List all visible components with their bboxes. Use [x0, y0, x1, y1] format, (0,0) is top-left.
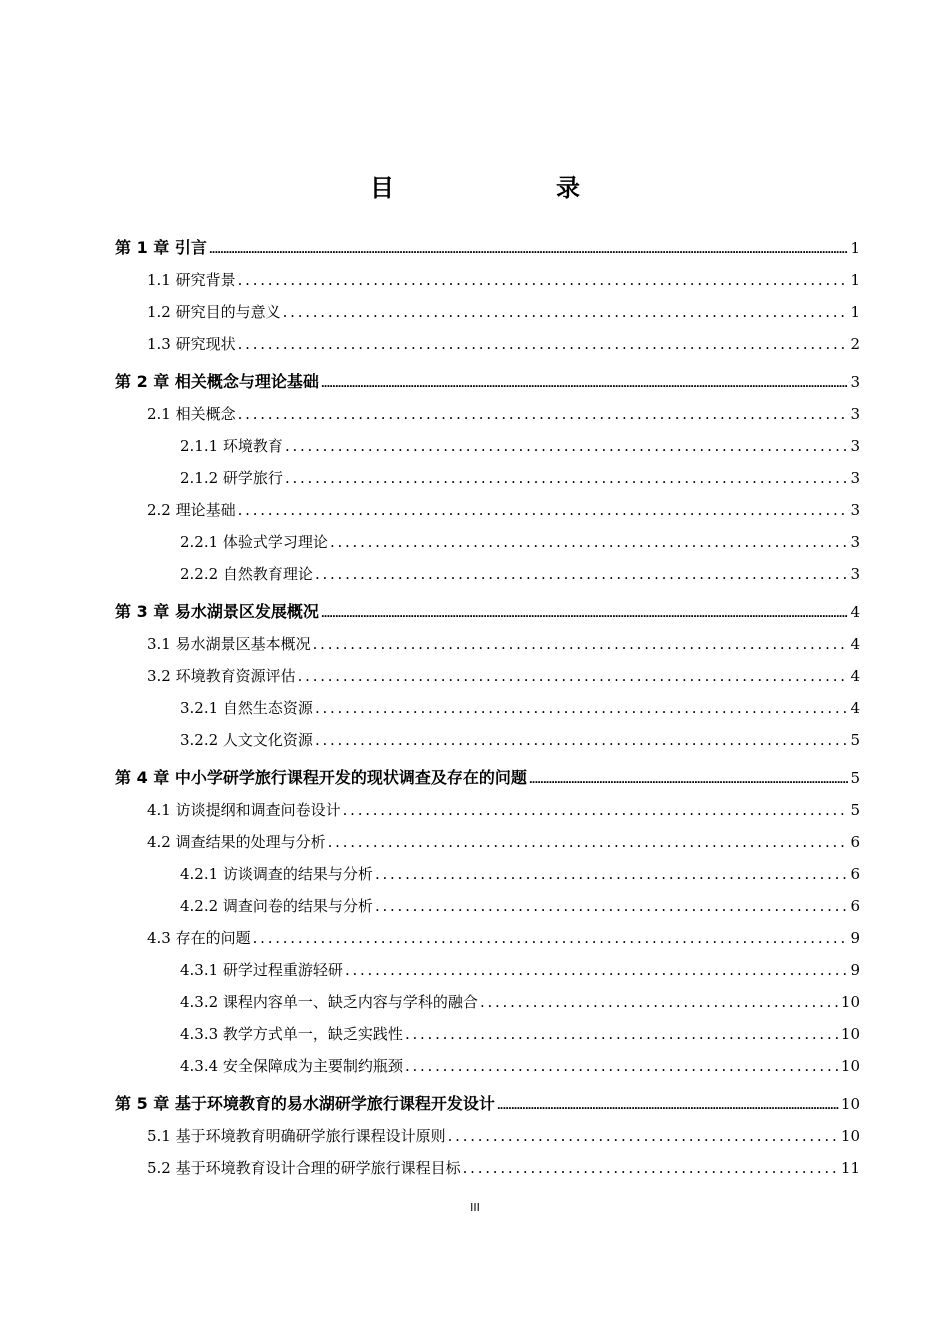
toc-entry-subsection[interactable]: [115, 692, 860, 724]
toc-entry-section[interactable]: [115, 794, 860, 826]
toc-entry-label: 第 2 章 相关概念与理论基础: [115, 372, 319, 391]
toc-entry-label: 2.2.1 体验式学习理论: [180, 533, 328, 551]
toc-entry-label: 4.2.1 访谈调查的结果与分析: [180, 865, 373, 883]
toc-entry-label: 3.2.2 人文文化资源: [180, 731, 313, 749]
toc-entry-page-number: 6: [850, 897, 860, 915]
toc-dot-leader: [448, 1120, 839, 1152]
toc-entry-label: 5.2 基于环境教育设计合理的研学旅行课程目标: [147, 1159, 461, 1177]
toc-dot-leader: [497, 1091, 839, 1120]
toc-entry-page-number: 10: [840, 1057, 860, 1075]
toc-entry-page-number: 3: [850, 405, 860, 423]
toc-entry-page-number: 6: [850, 865, 860, 883]
toc-entry-page-number: 10: [840, 1127, 860, 1145]
toc-entry-page-number: 11: [840, 1159, 860, 1177]
toc-dot-leader: [330, 526, 849, 558]
toc-entry-label: 4.2.2 调查问卷的结果与分析: [180, 897, 373, 915]
toc-entry-section[interactable]: [115, 264, 860, 296]
toc-entry-label: 第 4 章 中小学研学旅行课程开发的现状调查及存在的问题: [115, 768, 527, 787]
toc-entry-label: 2.1 相关概念: [147, 405, 236, 423]
toc-entry-subsection[interactable]: [115, 954, 860, 986]
toc-entry-page-number: 9: [850, 961, 860, 979]
toc-entry-section[interactable]: [115, 922, 860, 954]
toc-entry-section[interactable]: [115, 296, 860, 328]
toc-dot-leader: [298, 660, 849, 692]
toc-entry-label: 2.1.1 环境教育: [180, 437, 283, 455]
toc-entry-label: 4.3.4 安全保障成为主要制约瓶颈: [180, 1057, 403, 1075]
toc-entry-page-number: 4: [850, 699, 860, 717]
toc-dot-leader: [238, 328, 849, 360]
toc-dot-leader: [345, 954, 849, 986]
toc-entry-chapter[interactable]: [115, 1088, 860, 1120]
toc-entry-page-number: 5: [850, 731, 860, 749]
toc-dot-leader: [328, 826, 849, 858]
toc-entry-section[interactable]: [115, 494, 860, 526]
toc-dot-leader: [285, 430, 849, 462]
toc-entry-page-number: 3: [850, 501, 860, 519]
toc-entry-label: 4.3.2 课程内容单一、缺乏内容与学科的融合: [180, 993, 478, 1011]
toc-entry-chapter[interactable]: [115, 762, 860, 794]
toc-entry-page-number: 4: [850, 667, 860, 685]
toc-dot-leader: [315, 558, 849, 590]
toc-dot-leader: [238, 398, 849, 430]
toc-dot-leader: [313, 628, 849, 660]
toc-entry-page-number: 1: [850, 303, 860, 321]
toc-entry-page-number: 3: [850, 469, 860, 487]
toc-entry-label: 4.1 访谈提纲和调查问卷设计: [147, 801, 341, 819]
toc-entry-page-number: 4: [850, 603, 860, 621]
toc-entry-page-number: 10: [840, 1095, 860, 1113]
page-title: 目 录: [370, 174, 618, 202]
toc-entry-page-number: 3: [850, 533, 860, 551]
toc-entry-section[interactable]: [115, 1120, 860, 1152]
toc-entry-label: 4.3.3 教学方式单一，缺乏实践性: [180, 1025, 403, 1043]
toc-entry-subsection[interactable]: [115, 986, 860, 1018]
toc-entry-label: 4.2 调查结果的处理与分析: [147, 833, 326, 851]
toc-entry-label: 2.2 理论基础: [147, 501, 236, 519]
toc-entry-page-number: 10: [840, 1025, 860, 1043]
toc-entry-section[interactable]: [115, 328, 860, 360]
toc-entry-page-number: 9: [850, 929, 860, 947]
toc-entry-subsection[interactable]: [115, 858, 860, 890]
page-number: III: [470, 1201, 480, 1214]
toc-entry-label: 3.2.1 自然生态资源: [180, 699, 313, 717]
toc-dot-leader: [283, 296, 849, 328]
toc-entry-chapter[interactable]: [115, 232, 860, 264]
toc-entry-page-number: 5: [850, 801, 860, 819]
toc-dot-leader: [343, 794, 849, 826]
toc-dot-leader: [480, 986, 839, 1018]
toc-dot-leader: [285, 462, 849, 494]
toc-entry-section[interactable]: [115, 1152, 860, 1184]
toc-entry-label: 2.1.2 研学旅行: [180, 469, 283, 487]
toc-dot-leader: [375, 890, 849, 922]
toc-dot-leader: [238, 264, 849, 296]
toc-entry-subsection[interactable]: [115, 890, 860, 922]
toc-entry-subsection[interactable]: [115, 430, 860, 462]
toc-entry-label: 3.2 环境教育资源评估: [147, 667, 296, 685]
toc-entry-section[interactable]: [115, 826, 860, 858]
toc-dot-leader: [375, 858, 849, 890]
toc-entry-subsection[interactable]: [115, 526, 860, 558]
toc-entry-page-number: 6: [850, 833, 860, 851]
toc-entry-label: 4.3.1 研学过程重游轻研: [180, 961, 343, 979]
toc-dot-leader: [315, 692, 849, 724]
toc-dot-leader: [321, 369, 849, 398]
toc-dot-leader: [529, 765, 849, 794]
toc-entry-label: 1.1 研究背景: [147, 271, 236, 289]
toc-entry-page-number: 5: [850, 769, 860, 787]
toc-entry-label: 第 5 章 基于环境教育的易水湖研学旅行课程开发设计: [115, 1094, 495, 1113]
toc-entry-label: 5.1 基于环境教育明确研学旅行课程设计原则: [147, 1127, 446, 1145]
toc-dot-leader: [209, 235, 849, 264]
toc-entry-label: 3.1 易水湖景区基本概况: [147, 635, 311, 653]
toc-entry-subsection[interactable]: [115, 1050, 860, 1082]
toc-entry-page-number: 4: [850, 635, 860, 653]
toc-entry-chapter[interactable]: [115, 366, 860, 398]
toc-entry-subsection[interactable]: [115, 558, 860, 590]
table-of-contents: [115, 232, 860, 1184]
toc-entry-label: 第 1 章 引言: [115, 238, 207, 257]
toc-entry-chapter[interactable]: [115, 596, 860, 628]
toc-entry-section[interactable]: [115, 398, 860, 430]
toc-entry-page-number: 3: [850, 373, 860, 391]
toc-dot-leader: [405, 1050, 839, 1082]
toc-entry-section[interactable]: [115, 660, 860, 692]
toc-entry-page-number: 2: [850, 335, 860, 353]
toc-entry-label: 4.3 存在的问题: [147, 929, 251, 947]
toc-dot-leader: [463, 1152, 839, 1184]
toc-entry-label: 2.2.2 自然教育理论: [180, 565, 313, 583]
toc-dot-leader: [321, 599, 849, 628]
toc-dot-leader: [238, 494, 849, 526]
toc-dot-leader: [405, 1018, 839, 1050]
toc-entry-label: 1.3 研究现状: [147, 335, 236, 353]
toc-dot-leader: [253, 922, 849, 954]
toc-entry-page-number: 3: [850, 437, 860, 455]
toc-entry-page-number: 10: [840, 993, 860, 1011]
toc-entry-label: 第 3 章 易水湖景区发展概况: [115, 602, 319, 621]
toc-entry-section[interactable]: [115, 628, 860, 660]
toc-entry-label: 1.2 研究目的与意义: [147, 303, 281, 321]
toc-entry-subsection[interactable]: [115, 1018, 860, 1050]
toc-entry-page-number: 3: [850, 565, 860, 583]
toc-entry-subsection[interactable]: [115, 724, 860, 756]
toc-entry-page-number: 1: [850, 271, 860, 289]
toc-dot-leader: [315, 724, 849, 756]
toc-entry-subsection[interactable]: [115, 462, 860, 494]
toc-entry-page-number: 1: [850, 239, 860, 257]
